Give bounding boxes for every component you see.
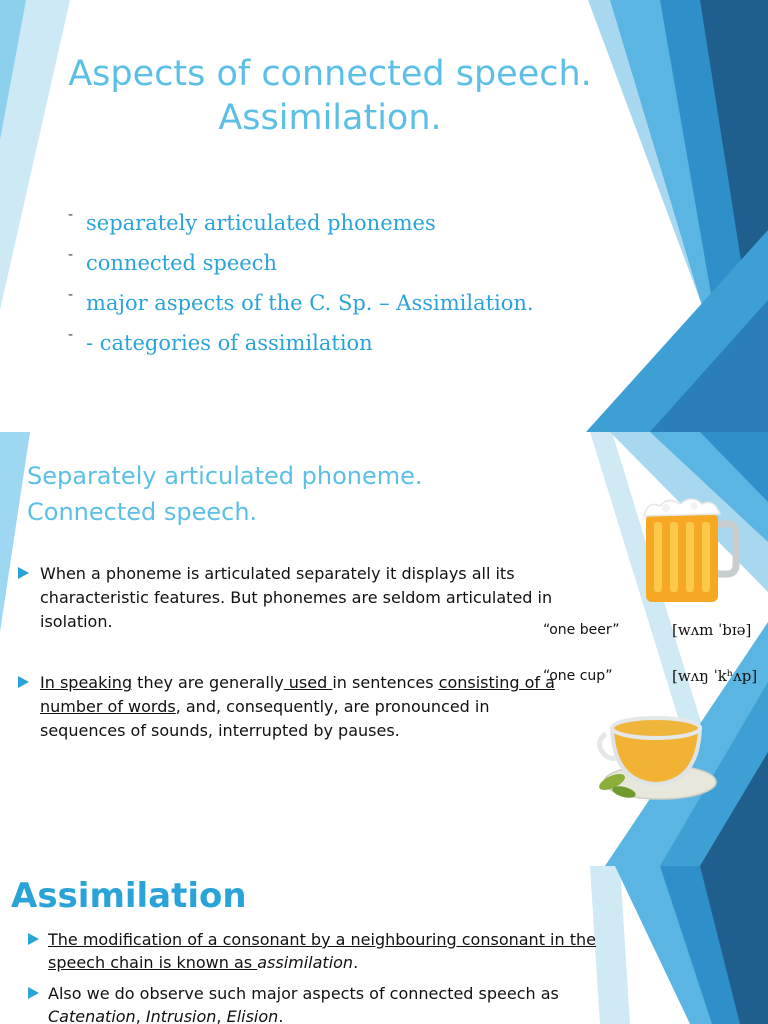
slide-assimilation [0, 866, 768, 1024]
list-item: - - categories of assimilation [68, 325, 373, 355]
slide-connected-speech [0, 432, 768, 866]
bullet-arrow-icon [18, 567, 29, 579]
slide2-title: Separately articulated phoneme. Connected speech. [27, 462, 423, 526]
list-item: - major aspects of the C. Sp. – Assimilation. [68, 285, 534, 315]
slide-aspects [0, 0, 768, 432]
assimilation-bullets [28, 928, 618, 1024]
bullet-item: The modification of a consonant by a neighbouring consonant in the speech chain is known as assimilation. [28, 928, 618, 974]
slide3-title: Assimilation [11, 876, 247, 916]
example-ipa: [wʌm ˈbɪə] [672, 621, 752, 639]
bullet-item: When a phoneme is articulated separately it displays all its characteristic features. But phonemes are seldom articulated in isolation. [18, 562, 563, 634]
connected-speech-bullets [18, 562, 563, 780]
bullet-item: In speaking they are generally used in sentences consisting of a number of words, and, consequently, are pronounced in sequences of sounds, interrupted by pauses. [18, 671, 563, 743]
example-word: “one cup” [543, 668, 613, 684]
bullet-item: Also we do observe such major aspects of connected speech as Catenation, Intrusion, Elision. [28, 982, 618, 1024]
list-item: - separately articulated phonemes [68, 205, 436, 235]
tea-cup-icon [594, 704, 722, 804]
bullet-arrow-icon [18, 676, 29, 688]
example-word: “one beer” [543, 622, 620, 638]
beer-mug-icon [640, 494, 740, 604]
topic-list [68, 205, 534, 370]
example-ipa: [wʌŋ ˈkʰʌp] [672, 667, 758, 685]
slide1-title: Aspects of connected speech. Assimilation. [68, 54, 592, 139]
bullet-arrow-icon [28, 933, 39, 945]
bullet-arrow-icon [28, 987, 39, 999]
list-item: - connected speech [68, 245, 277, 275]
